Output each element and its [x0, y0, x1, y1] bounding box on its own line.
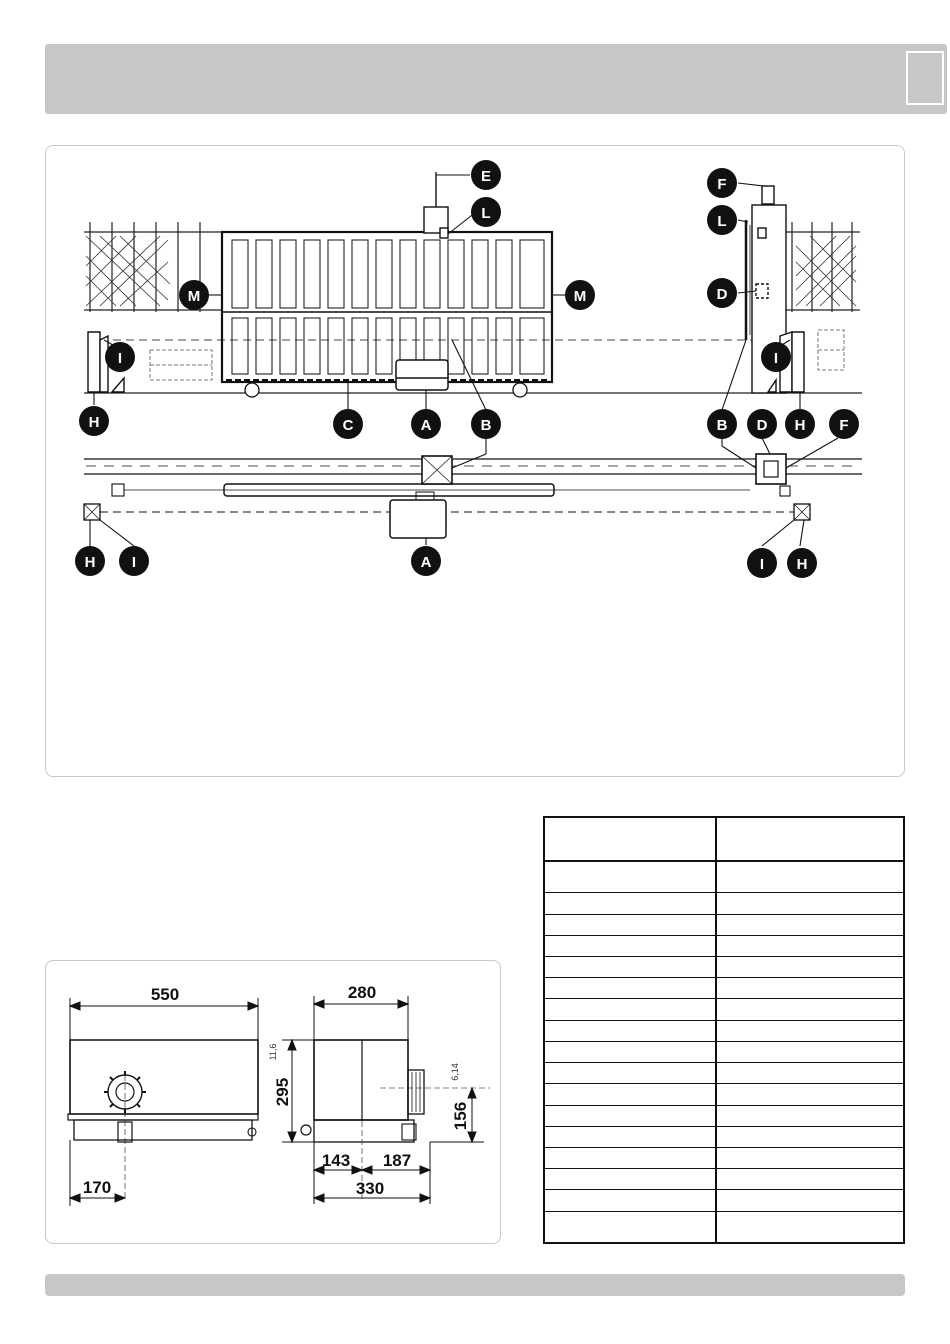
table-row: [544, 1147, 904, 1168]
table-cell: [544, 1063, 716, 1084]
table-cell: [716, 861, 904, 893]
svg-text:D: D: [756, 417, 768, 434]
dim-front-width: 550: [150, 985, 180, 1004]
table-cell: [544, 861, 716, 893]
table-cell: [716, 956, 904, 977]
svg-text:A: A: [420, 554, 432, 571]
table-cell: [716, 1105, 904, 1126]
table-row: [544, 999, 904, 1020]
table-cell: [716, 893, 904, 914]
table-cell: [716, 1211, 904, 1243]
table-row: [544, 914, 904, 935]
table-cell: [544, 1041, 716, 1062]
table-cell: [716, 1063, 904, 1084]
svg-text:H: H: [794, 417, 806, 434]
table-row: [544, 935, 904, 956]
table-cell: [716, 978, 904, 999]
svg-text:D: D: [716, 286, 728, 303]
table-row: [544, 1041, 904, 1062]
table-cell: [544, 1190, 716, 1211]
svg-text:I: I: [759, 556, 765, 573]
table-header-cell: [716, 817, 904, 861]
table-row: [544, 1190, 904, 1211]
table-cell: [716, 1190, 904, 1211]
table-cell: [544, 978, 716, 999]
svg-text:I: I: [131, 554, 137, 571]
svg-text:B: B: [716, 417, 728, 434]
svg-text:C: C: [342, 417, 354, 434]
svg-text:F: F: [717, 176, 727, 193]
table-row: [544, 956, 904, 977]
table-cell: [544, 956, 716, 977]
table-row: [544, 1020, 904, 1041]
table-cell: [544, 1211, 716, 1243]
table-cell: [716, 1020, 904, 1041]
dim-height-inch: 11,6: [268, 1043, 278, 1061]
svg-text:H: H: [84, 554, 96, 571]
table-cell: [544, 914, 716, 935]
svg-text:F: F: [839, 417, 849, 434]
table-row: [544, 1063, 904, 1084]
table-row: [544, 1084, 904, 1105]
dim-base-total: 330: [355, 1179, 385, 1198]
table-cell: [716, 935, 904, 956]
table-cell: [544, 1147, 716, 1168]
svg-text:M: M: [573, 288, 587, 305]
table-cell: [544, 935, 716, 956]
footer-bar: [45, 1274, 905, 1296]
table-cell: [716, 914, 904, 935]
table-row: [544, 978, 904, 999]
spec-table: [543, 816, 905, 1244]
svg-text:I: I: [773, 350, 779, 367]
table-cell: [716, 1147, 904, 1168]
dim-height: 295: [273, 1077, 292, 1107]
table-row: [544, 1126, 904, 1147]
table-cell: [716, 1126, 904, 1147]
table-row: [544, 1169, 904, 1190]
table-header-cell: [544, 817, 716, 861]
svg-text:M: M: [187, 288, 201, 305]
svg-text:H: H: [796, 556, 808, 573]
table-cell: [544, 1169, 716, 1190]
svg-text:A: A: [420, 417, 432, 434]
dim-pinion-height: 156: [451, 1101, 470, 1131]
table-cell: [544, 999, 716, 1020]
table-cell: [544, 1020, 716, 1041]
svg-text:I: I: [117, 350, 123, 367]
svg-text:L: L: [717, 213, 727, 230]
dim-pinion-offset: 170: [82, 1178, 112, 1197]
table-row: [544, 1105, 904, 1126]
dim-pinion-height-inch: 6,14: [450, 1063, 460, 1081]
table-header-row: [544, 817, 904, 861]
table-cell: [716, 1169, 904, 1190]
table-row: [544, 1211, 904, 1243]
dim-base-right: 187: [382, 1151, 412, 1170]
svg-text:H: H: [88, 414, 100, 431]
table-cell: [544, 1105, 716, 1126]
table-cell: [716, 999, 904, 1020]
svg-text:B: B: [480, 417, 492, 434]
dim-side-width: 280: [347, 983, 377, 1002]
table-row: [544, 861, 904, 893]
table-cell: [716, 1084, 904, 1105]
table-cell: [544, 1084, 716, 1105]
table-row: [544, 893, 904, 914]
table-cell: [716, 1041, 904, 1062]
svg-text:L: L: [481, 205, 491, 222]
table-cell: [544, 893, 716, 914]
svg-text:E: E: [480, 168, 492, 185]
dim-base-left: 143: [321, 1151, 351, 1170]
table-cell: [544, 1126, 716, 1147]
